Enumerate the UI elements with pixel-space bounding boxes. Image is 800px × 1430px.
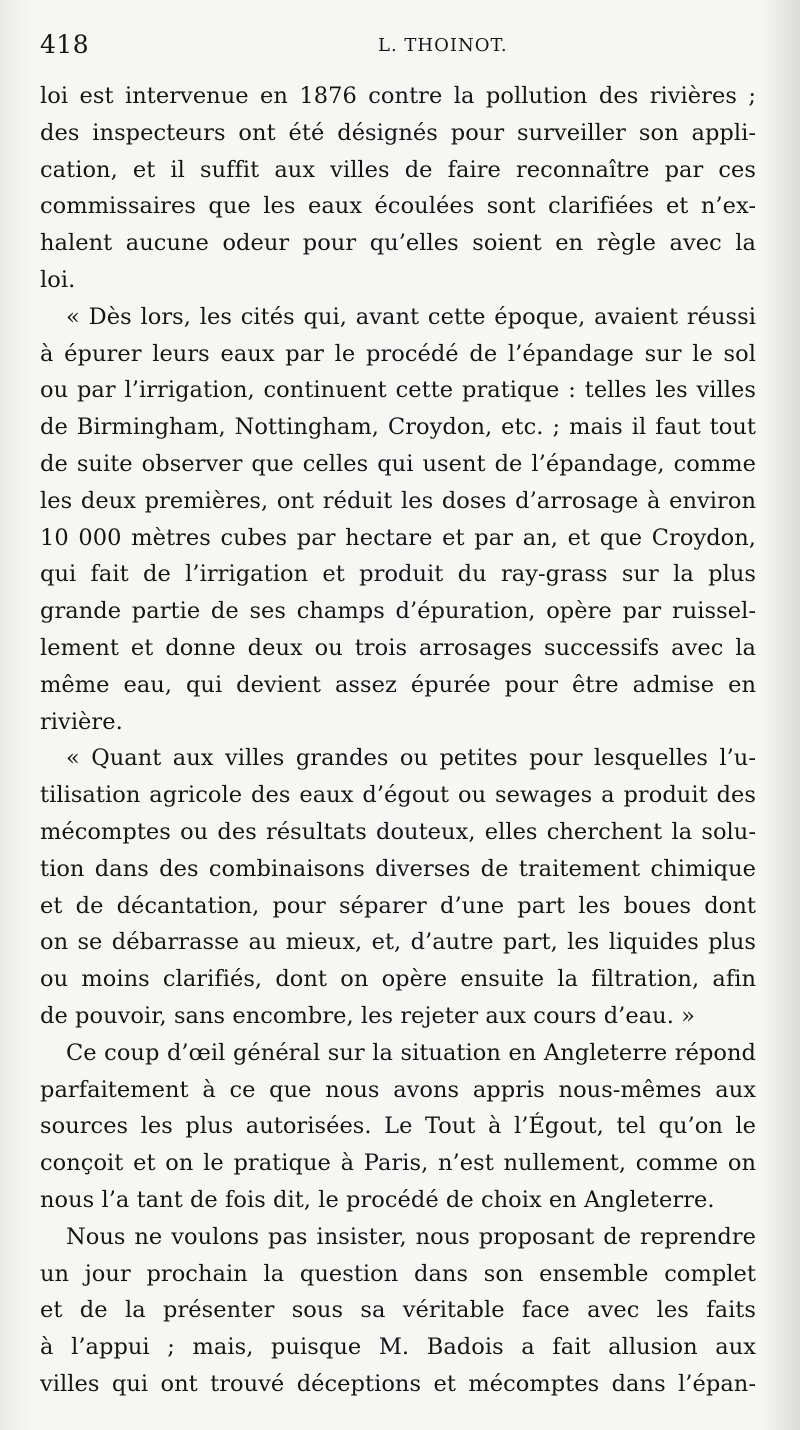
text-line: cation, et il suffit aux villes de faire reconnaître par ces (40, 156, 756, 183)
paragraph-start-line: Nous ne voulons pas insister, nous proposant de reprendre (66, 1223, 756, 1250)
text-line: grande partie de ses champs d’épuration, opère par ruissel- (40, 598, 756, 625)
text-line: à l’appui ; mais, puisque M. Badois a fait allusion aux (40, 1334, 756, 1361)
body-text (40, 78, 756, 1403)
bleed-through-area (120, 1398, 720, 1418)
text-line: 10 000 mètres cubes par hectare et par an, et que Croydon, (40, 524, 756, 551)
text-line: des inspecteurs ont été désignés pour surveiller son appli- (40, 119, 756, 146)
text-line: conçoit et on le pratique à Paris, n’est nullement, comme on (40, 1150, 756, 1177)
text-line: nous l’a tant de fois dit, le procédé de choix en Angleterre. (40, 1186, 715, 1213)
text-line: qui fait de l’irrigation et produit du ray-grass sur la plus (40, 561, 756, 588)
text-line: et de décantation, pour séparer d’une part les boues dont (40, 892, 756, 919)
text-line: de suite observer que celles qui usent de l’épandage, comme (40, 450, 756, 477)
paragraph-start-line: « Quant aux villes grandes ou petites pour lesquelles l’u- (66, 745, 756, 772)
text-line: les deux premières, ont réduit les doses d’arrosage à environ (40, 487, 756, 514)
text-line: tilisation agricole des eaux d’égout ou sewages a produit des (40, 782, 756, 809)
text-line: on se débarrasse au mieux, et, d’autre part, les liquides plus (40, 929, 756, 956)
paragraph-start-line: Ce coup d’œil général sur la situation en Angleterre répond (66, 1039, 756, 1066)
text-line: ou moins clarifiés, dont on opère ensuite la filtration, afin (40, 966, 756, 993)
running-head: L. THOINOT. (378, 35, 508, 56)
text-line: lement et donne deux ou trois arrosages successifs avec la (40, 634, 756, 661)
text-line: à épurer leurs eaux par le procédé de l’épandage sur le sol (40, 340, 756, 367)
text-line: et de la présenter sous sa véritable face avec les faits (40, 1297, 756, 1324)
text-line: mécomptes ou des résultats douteux, elles cherchent la solu- (40, 818, 756, 845)
page-header (40, 30, 760, 64)
text-line: un jour prochain la question dans son ensemble complet (40, 1260, 756, 1287)
text-line: loi. (40, 266, 76, 293)
text-line: sources les plus autorisées. Le Tout à l’Égout, tel qu’on le (40, 1113, 756, 1140)
text-line: rivière. (40, 708, 123, 735)
text-line: de Birmingham, Nottingham, Croydon, etc. ; mais il faut tout (40, 414, 756, 441)
text-line: villes qui ont trouvé déceptions et mécomptes dans l’épan- (40, 1370, 756, 1397)
text-line: de pouvoir, sans encombre, les rejeter aux cours d’eau. » (40, 1002, 695, 1029)
page-number: 418 (40, 30, 90, 59)
text-line: même eau, qui devient assez épurée pour être admise en (40, 671, 756, 698)
text-line: parfaitement à ce que nous avons appris nous-mêmes aux (40, 1076, 756, 1103)
text-line: ou par l’irrigation, continuent cette pratique : telles les villes (40, 377, 756, 404)
text-line: commissaires que les eaux écoulées sont clarifiées et n’ex- (40, 193, 756, 220)
text-line: halent aucune odeur pour qu’elles soient en règle avec la (40, 230, 756, 257)
text-line: tion dans des combinaisons diverses de traitement chimique (40, 855, 756, 882)
paragraph-start-line: « Dès lors, les cités qui, avant cette époque, avaient réussi (66, 303, 756, 330)
text-line: loi est intervenue en 1876 contre la pollution des rivières ; (40, 83, 756, 109)
